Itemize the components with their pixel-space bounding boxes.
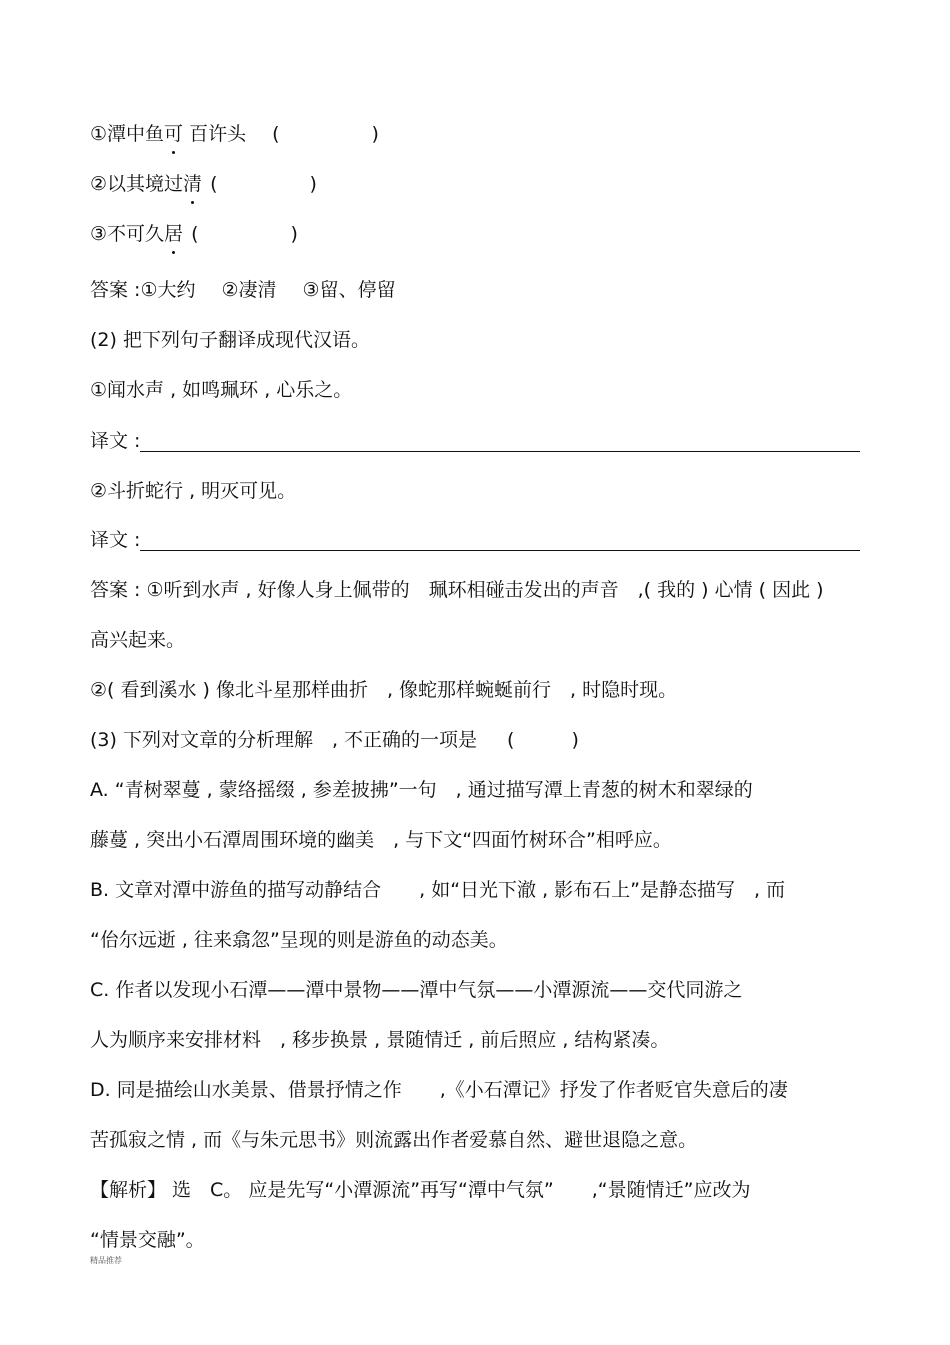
q1-item-2 [90, 171, 317, 197]
q3-option-d-line-1: D. 同是描绘山水美景、借景抒情之作 ,《小石潭记》抒发了作者贬官失意后的凄 [90, 1079, 788, 1101]
q1-item-1-paren-open: ( [272, 123, 280, 145]
q3-option-b-line-1: B. 文章对潭中游鱼的描写动静结合 , 如“日光下澈 , 影布石上”是静态描写 , 而 [90, 879, 786, 901]
q1-item-1-text-after: 百许头 [189, 123, 247, 145]
q3-analysis-line-1: 【解析】 选 C。 应是先写“小潭源流”再写“潭中气氛” ,“景随情迁”应改为 [90, 1179, 751, 1201]
q3-option-c-line-1: C. 作者以发现小石潭——潭中景物——潭中气氛——小潭源流——交代同游之 [90, 979, 743, 1001]
q3-option-b-line-2: “佁尔远逝 , 往来翕忽”呈现的则是游鱼的动态美。 [90, 929, 508, 951]
q1-item-1-dotted-char: 可 [164, 123, 184, 145]
q3-answer-paren: ( ) [507, 729, 579, 751]
q1-item-1-paren-close: ) [371, 123, 379, 145]
q1-item-2-paren-open: ( [210, 173, 218, 195]
q1-item-3-paren-open: ( [191, 223, 199, 245]
q3-option-c-line-2: 人为顺序来安排材料 , 移步换景 , 景随情迁 , 前后照应 , 结构紧凑。 [90, 1029, 670, 1051]
q2-answer-line-1: 答案 : ①听到水声 , 好像人身上佩带的 珮环相碰击发出的声音 ,( 我的 ) 心情 ( 因此 ) [90, 579, 824, 601]
q2-answer-line-3: ②( 看到溪水 ) 像北斗星那样曲折 , 像蛇那样蜿蜒前行 , 时隐时现。 [90, 679, 678, 701]
q1-item-1-text: ①潭中鱼 [90, 123, 165, 145]
q1-answer [90, 277, 396, 303]
q2-translation-blank-1[interactable] [140, 451, 860, 452]
q2-sentence-1: ①闻水声 , 如鸣珮环 , 心乐之。 [90, 379, 353, 401]
q2-translation-blank-2[interactable] [140, 550, 860, 551]
q2-translate-label-2: 译文 : [90, 529, 141, 551]
q1-item-3-dotted-char: 居 [164, 223, 184, 245]
page-footer: 精品推荐 [90, 1256, 122, 1265]
q1-item-3-text: ③不可久 [90, 223, 165, 245]
q1-item-2-text: ②以其境过 [90, 173, 184, 195]
q3-prompt [90, 727, 579, 753]
q1-item-3-paren-close: ) [290, 223, 298, 245]
q3-option-a-line-1: A. “青树翠蔓 , 蒙络摇缀 , 参差披拂”一句 , 通过描写潭上青葱的树木和翠绿的 [90, 779, 753, 801]
q1-item-1 [90, 121, 379, 147]
q2-sentence-2: ②斗折蛇行 , 明灭可见。 [90, 480, 297, 502]
q2-translate-label-1: 译文 : [90, 430, 141, 452]
q1-item-3 [90, 221, 298, 247]
q2-prompt: (2) 把下列句子翻译成现代汉语。 [90, 329, 370, 351]
q3-option-a-line-2: 藤蔓 , 突出小石潭周围环境的幽美 , 与下文“四面竹树环合”相呼应。 [90, 829, 672, 851]
q3-prompt-text: (3) 下列对文章的分析理解 , 不正确的一项是 [90, 729, 478, 751]
q1-answer-1: ①大约 [140, 279, 196, 301]
q1-answer-3: ③留、停留 [302, 279, 396, 301]
q1-answer-2: ②凄清 [221, 279, 277, 301]
q1-item-2-paren-close: ) [309, 173, 317, 195]
q1-item-2-dotted-char: 清 [183, 173, 203, 195]
q3-option-d-line-2: 苦孤寂之情 , 而《与朱元思书》则流露出作者爱慕自然、避世退隐之意。 [90, 1129, 698, 1151]
q3-analysis-line-2: “情景交融”。 [90, 1229, 205, 1251]
q2-answer-line-2: 高兴起来。 [90, 629, 186, 651]
q1-answer-label: 答案 : [90, 279, 141, 301]
